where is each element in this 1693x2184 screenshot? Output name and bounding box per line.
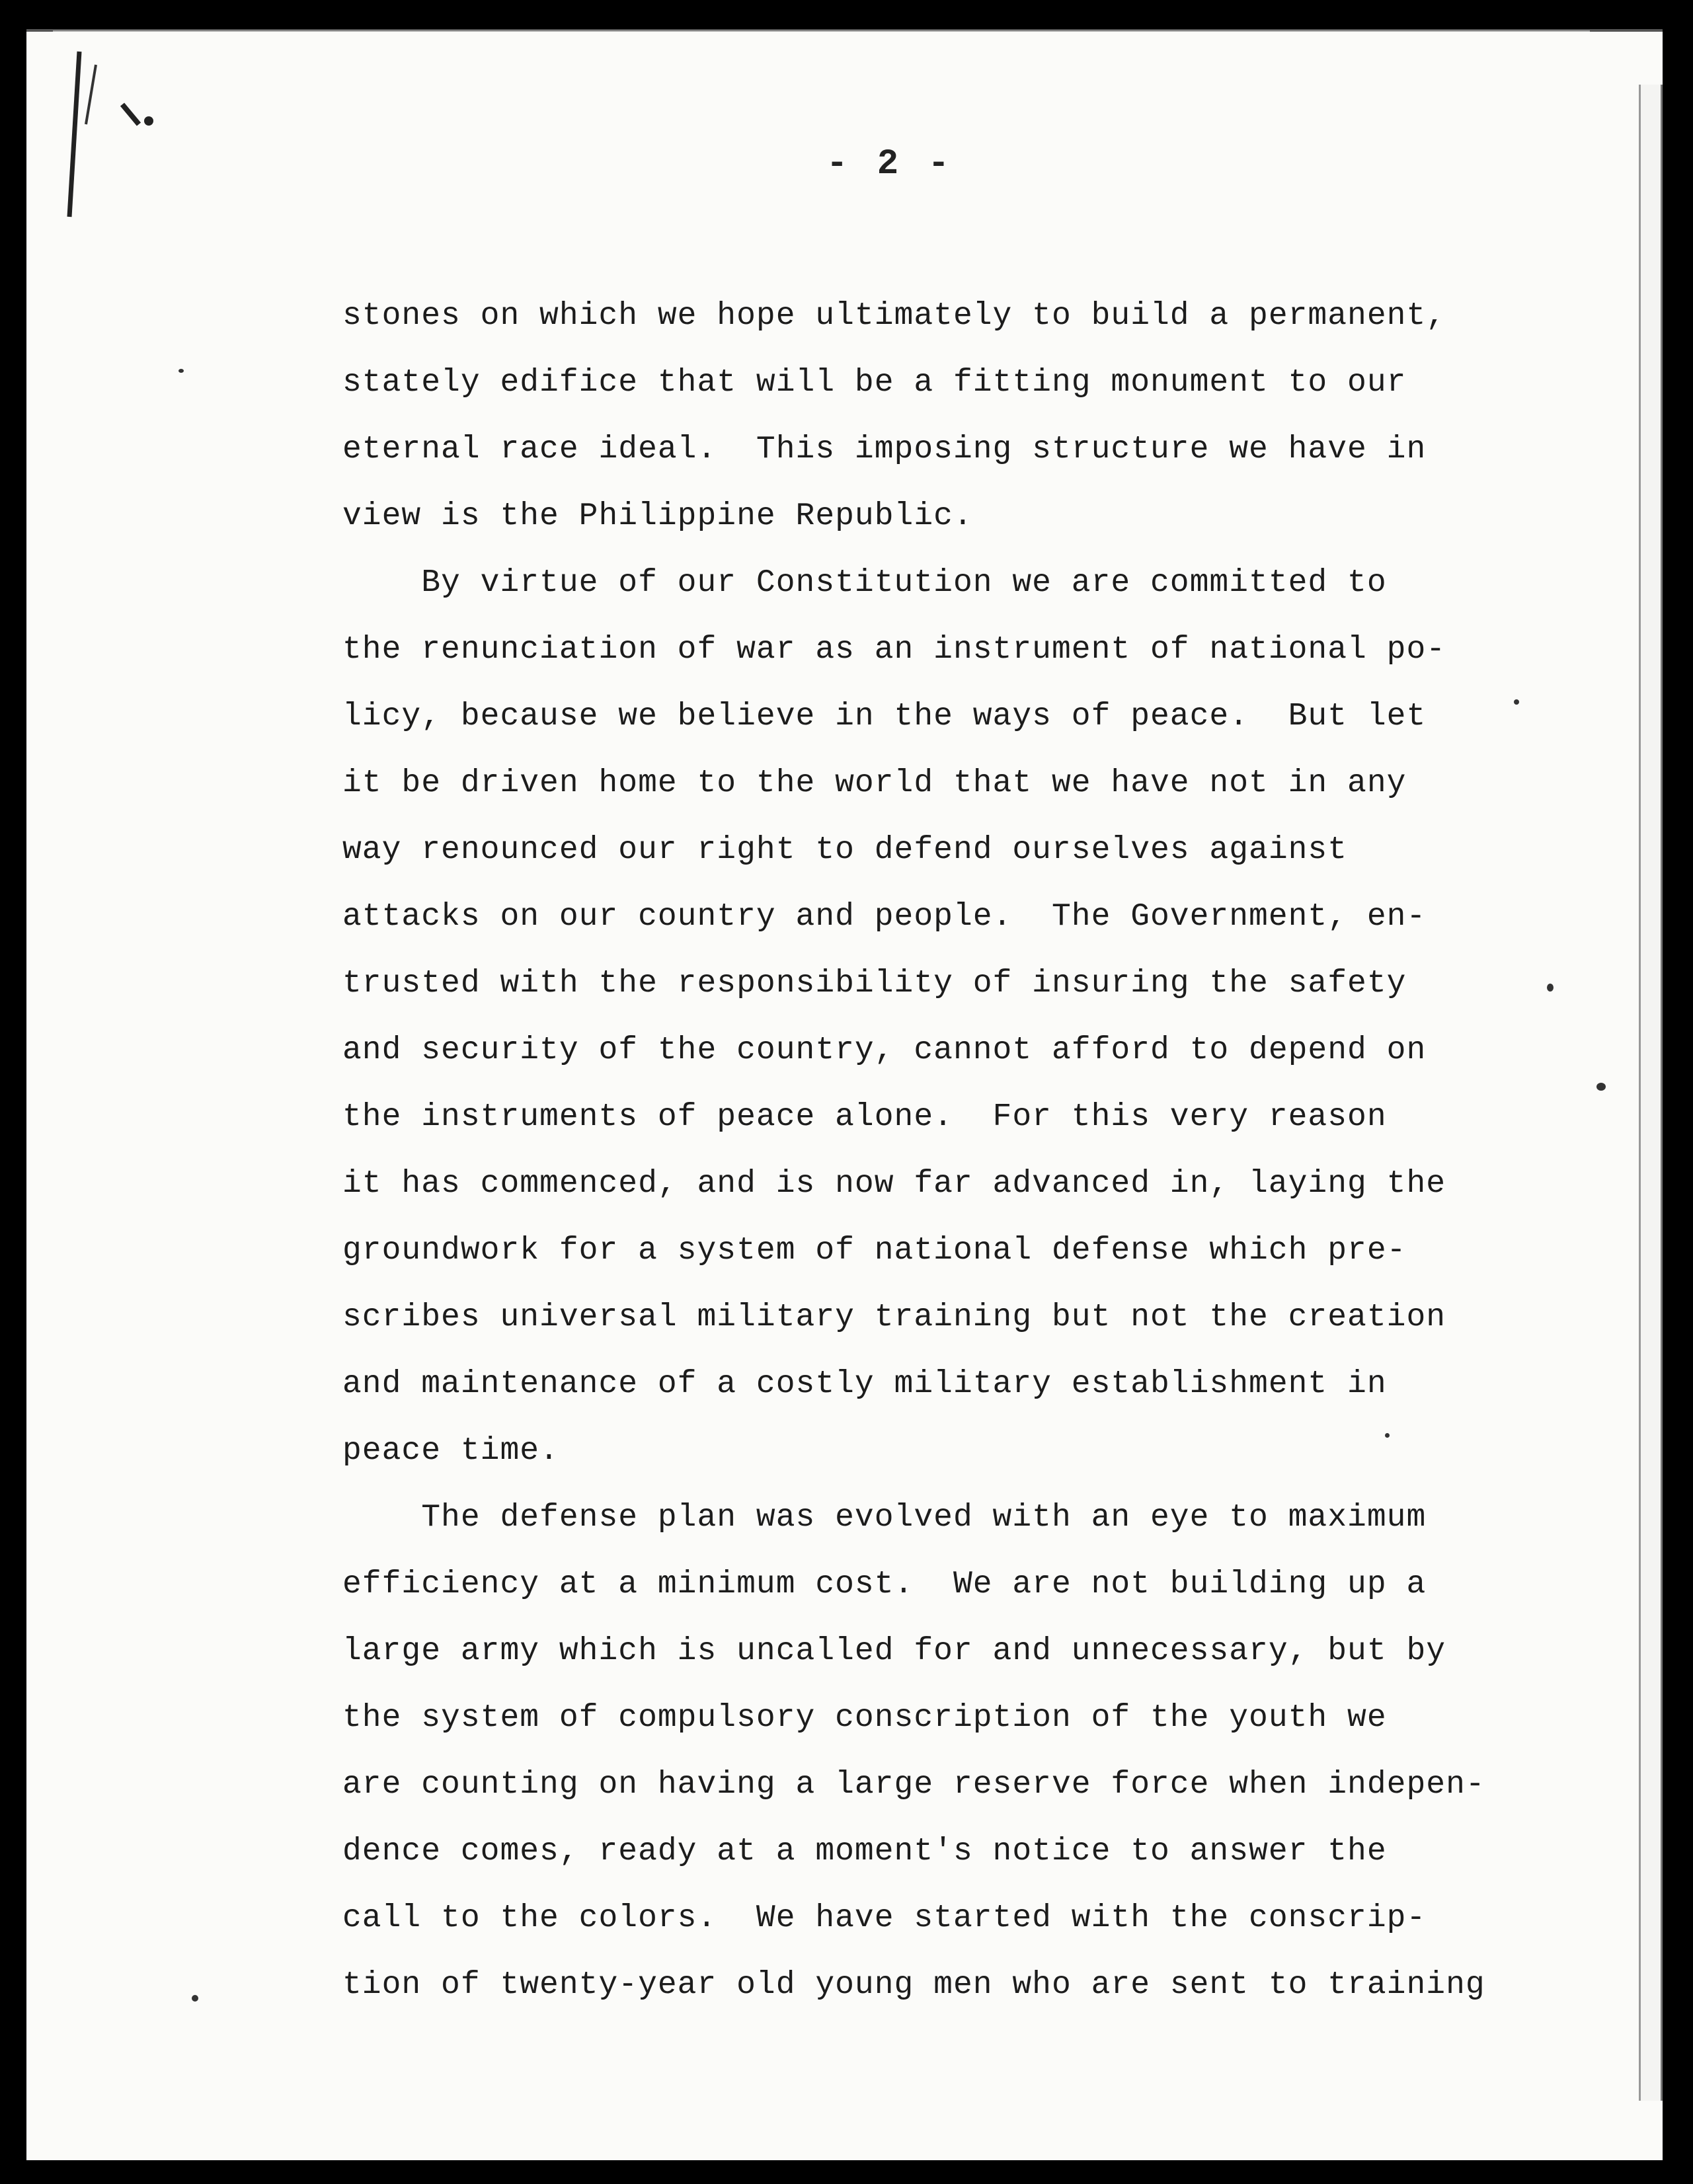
text-line: stately edifice that will be a fitting monument to our (342, 365, 1407, 401)
scan-speck (1596, 1083, 1606, 1091)
text-line: the instruments of peace alone. For this very reason (342, 1099, 1387, 1135)
typed-page (26, 29, 1663, 2160)
text-line: view is the Philippine Republic. (342, 498, 973, 534)
text-line: are counting on having a large reserve force when indepen- (342, 1767, 1485, 1803)
text-line: dence comes, ready at a moment's notice to answer the (342, 1834, 1387, 1869)
text-line: it be driven home to the world that we have not in any (342, 765, 1407, 801)
underlying-page-edge (1639, 85, 1663, 2101)
scan-speck (178, 369, 184, 373)
text-line: it has commenced, and is now far advanced in, laying the (342, 1166, 1446, 1202)
text-line: the renunciation of war as an instrument of national po- (342, 632, 1446, 668)
text-line: eternal race ideal. This imposing structure we have in (342, 432, 1427, 467)
scan-speck (1385, 1433, 1390, 1438)
text-line: the system of compulsory conscription of the youth we (342, 1700, 1387, 1736)
text-line: and maintenance of a costly military establishment in (342, 1366, 1387, 1402)
text-line: way renounced our right to defend ourselves against (342, 832, 1348, 868)
scan-speck (192, 1995, 198, 2002)
text-line: call to the colors. We have started with the conscrip- (342, 1900, 1427, 1936)
text-line: By virtue of our Constitution we are committed to (342, 565, 1387, 601)
page-top-edge (53, 30, 1590, 32)
text-line: and security of the country, cannot afford to depend on (342, 1033, 1427, 1068)
text-line: trusted with the responsibility of insuring the safety (342, 966, 1407, 1001)
text-line: The defense plan was evolved with an eye to maximum (342, 1500, 1427, 1536)
text-line: peace time. (342, 1433, 559, 1469)
scan-speck (1514, 699, 1519, 705)
text-line: large army which is uncalled for and unnecessary, but by (342, 1633, 1446, 1669)
text-line: groundwork for a system of national defense which pre- (342, 1233, 1407, 1268)
text-line: tion of twenty-year old young men who are sent to training (342, 1967, 1485, 2003)
text-line: attacks on our country and people. The Government, en- (342, 899, 1427, 935)
scan-speck (1547, 984, 1554, 992)
typed-body-text (342, 283, 1526, 2019)
page-number: - 2 - (826, 144, 954, 184)
text-line: scribes universal military training but not the creation (342, 1300, 1446, 1335)
margin-pen-mark (59, 45, 165, 243)
text-line: stones on which we hope ultimately to build a permanent, (342, 298, 1446, 334)
text-line: efficiency at a minimum cost. We are not building up a (342, 1567, 1427, 1602)
text-line: licy, because we believe in the ways of peace. But let (342, 699, 1427, 734)
